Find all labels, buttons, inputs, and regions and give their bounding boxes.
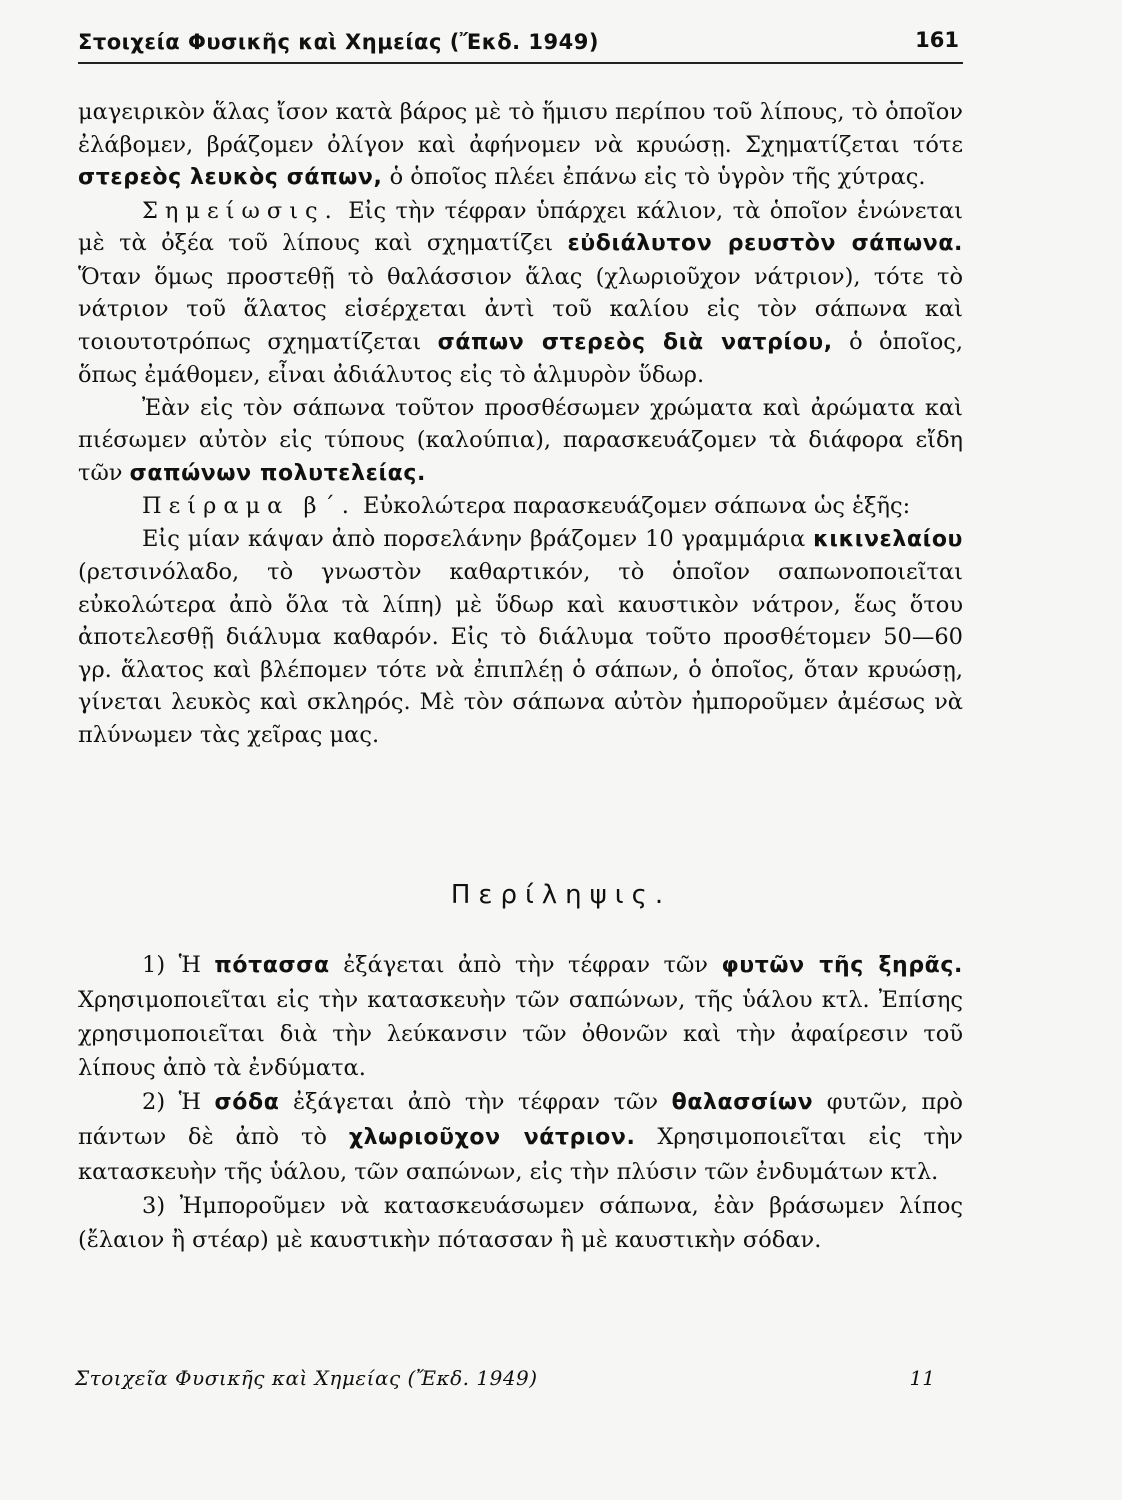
summary-item [78, 1085, 963, 1189]
bold-term: σαπώνων πολυτελείας. [129, 460, 426, 486]
body-text [78, 96, 963, 751]
experiment-lead: Πείραμα β΄. [142, 493, 356, 519]
item-number: 3) [142, 1193, 166, 1219]
text-run: φυτῶν, πρὸ πάντων δὲ ἀπὸ τὸ [78, 1089, 963, 1150]
bold-term: θαλασσίων [671, 1090, 814, 1115]
bold-term: χλωριοῦχον νάτριον. [348, 1125, 636, 1150]
text-run: ἐξάγεται ἀπὸ τὴν τέφραν τῶν [279, 1089, 672, 1115]
text-run: Εἰς μίαν κάψαν ἀπὸ πορσελάνην βράζομεν 10 γραμμάρια [142, 525, 814, 552]
item-number: 2) [142, 1089, 166, 1115]
summary-item [78, 1189, 963, 1257]
bold-term: εὐδιάλυτον ρευστὸν σάπωνα. [567, 231, 963, 256]
header-divider [78, 62, 963, 64]
summary-item [78, 948, 963, 1085]
paragraph-soap-salt [78, 96, 963, 195]
text-run: ὁ ὁποῖος, ὅπως ἐμάθομεν, εἶναι ἀδιάλυτος εἰς τὸ ἁλμυρὸν ὕδωρ. [78, 328, 963, 388]
bold-term: φυτῶν τῆς ξηρᾶς. [721, 953, 963, 978]
text-run: Εὐκολώτερα παρασκευάζομεν σάπωνα ὡς ἑξῆς: [355, 493, 911, 519]
text-run: μαγειρικὸν ἅλας ἴσον κατὰ βάρος μὲ τὸ ἥμισυ περίπου τοῦ λίπους, τὸ ὁποῖον ἐλάβομεν, βράζομεν ὀλίγον καὶ ἀφήνομεν νὰ κρυώσῃ. Σχηματίζεται τότε [78, 99, 963, 158]
text-run: ὁ ὁποῖος πλέει ἐπάνω εἰς τὸ ὑγρὸν τῆς χύτρας. [382, 164, 926, 190]
note-lead: Σημείωσις. [142, 197, 339, 224]
text-run: Ἡ [165, 952, 215, 978]
text-run: Ἡ [165, 1089, 215, 1115]
text-run: Χρησιμοποιεῖται εἰς τὴν κατασκευὴν τῆς ὑάλου, τῶν σαπώνων, εἰς τὴν πλύσιν τῶν ἐνδυμάτων κτλ. [78, 1124, 963, 1185]
section-title: Περίληψις. [450, 880, 672, 910]
running-header [78, 28, 961, 60]
bold-term: στερεὸς λευκὸς σάπων, [78, 165, 383, 190]
bold-term: πότασσα [214, 953, 330, 978]
paragraph-experiment [78, 523, 963, 752]
paragraph-luxury-soaps [78, 392, 963, 491]
text-run: Εἰς τὴν τέφραν ὑπάρχει κάλιον, τὰ ὁποῖον ἑνώνεται μὲ τὰ ὀξέα τοῦ λίπους καὶ σχηματίζει [78, 197, 963, 256]
item-number: 1) [142, 952, 166, 978]
text-run: Ἐὰν εἰς τὸν σάπωνα τοῦτον προσθέσωμεν χρώματα καὶ ἀρώματα καὶ πιέσωμεν αὐτὸν εἰς τύπους (καλούπια), παρασκευάζομεν τὰ διάφορα εἴδη τῶν [78, 394, 963, 486]
text-run: (ρετσινόλαδο, τὸ γνωστὸν καθαρτικόν, τὸ ὁποῖον σαπωνοποιεῖται εὐκολώτερα ἀπὸ ὅλα τὰ λίπη) μὲ ὕδωρ καὶ καυστικὸν νάτρον, ἕως ὅτου ἀποτελεσθῇ διάλυμα καθαρόν. Εἰς τὸ διάλυμα τοῦτο προσθέτομεν 50—60 γρ. ἅλατος καὶ βλέπομεν τότε νὰ ἐπιπλέῃ ὁ σάπων, ὁ ὁποῖος, ὅταν κρυώσῃ, γίνεται λευκὸς καὶ σκληρός. Μὲ τὸν σάπωνα αὐτὸν ἠμποροῦμεν ἀμέσως νὰ πλύνωμεν τὰς χεῖρας μας. [78, 559, 963, 748]
footer [75, 1366, 935, 1402]
text-run: ἐξάγεται ἀπὸ τὴν τέφραν τῶν [329, 952, 722, 978]
header-title: Στοιχεία Φυσικῆς καὶ Χημείας (Ἔκδ. 1949) [78, 30, 599, 54]
bold-term: σόδα [214, 1090, 280, 1115]
text-run: Ἠμποροῦμεν νὰ κατασκευάσωμεν σάπωνα, ἐὰν βράσωμεν λίπος (ἔλαιον ἢ στέαρ) μὲ καυστικὴν πότασσαν ἢ μὲ καυστικὴν σόδαν. [78, 1193, 963, 1253]
bold-term: κικινελαίου [813, 526, 963, 552]
text-run: Ὅταν ὅμως προστεθῇ τὸ θαλάσσιον ἅλας (χλωριοῦχον νάτριον), τότε τὸ νάτριον τοῦ ἅλατος εἰσέρχεται ἀντὶ τοῦ καλίου εἰς τὸν σάπωνα καὶ τοιουτοτρόπως σχηματίζεται [78, 263, 963, 355]
summary-list [78, 948, 963, 1257]
paragraph-experiment-heading [78, 490, 963, 523]
footer-title: Στοιχεῖα Φυσικῆς καὶ Χημείας (Ἔκδ. 1949) [75, 1366, 538, 1390]
page-number: 161 [915, 28, 959, 52]
paragraph-note [78, 195, 963, 392]
sheet-number: 11 [909, 1366, 935, 1390]
bold-term: σάπων στερεὸς διὰ νατρίου, [437, 329, 833, 355]
text-run: Χρησιμοποιεῖται εἰς τὴν κατασκευὴν τῶν σαπώνων, τῆς ὑάλου κτλ. Ἐπίσης χρησιμοποιεῖται διὰ τὴν λεύκανσιν τῶν ὀθονῶν καὶ τὴν ἀφαίρεσιν τοῦ λίπους ἀπὸ τὰ ἐνδύματα. [78, 987, 963, 1081]
